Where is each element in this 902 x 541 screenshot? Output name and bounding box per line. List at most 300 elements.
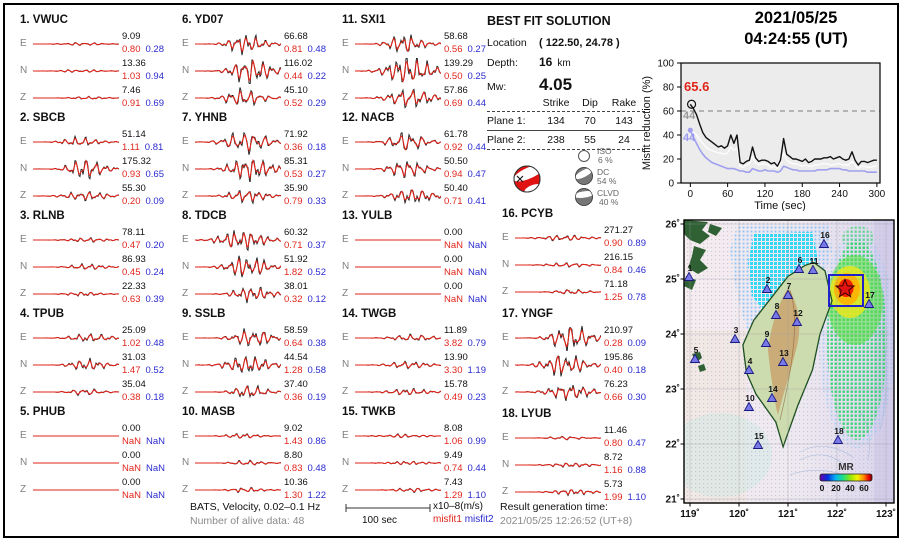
misfit1-value: 0.93 (122, 168, 141, 180)
misfit1-value: 1.82 (284, 266, 303, 278)
waveform-row-YHNB-E (182, 128, 342, 155)
misfit2-value: 0.81 (144, 141, 164, 153)
component-label: Z (502, 386, 509, 397)
waveform-row-PCYB-Z (502, 278, 662, 305)
waveform-row-RLNB-Z (20, 280, 180, 307)
station-title: 13. YULB (342, 210, 393, 222)
misfit2-value: 0.27 (467, 43, 486, 55)
misfit2-value: 0.47 (627, 437, 646, 449)
component-label: N (182, 261, 190, 272)
waveform-row-SXI1-E (342, 30, 502, 57)
waveform-trace (33, 129, 119, 155)
waveform-values (284, 130, 326, 153)
low-misfit-annotation: 44 (683, 132, 696, 144)
amplitude-value: 175.32 (122, 156, 152, 167)
amplitude-value: 35.04 (122, 379, 146, 390)
waveform-trace (33, 85, 119, 111)
event-date: 2021/05/25 (754, 9, 838, 27)
svg-text:120: 120 (756, 189, 774, 200)
misfit1-value: 0.47 (122, 239, 141, 251)
station-block-VWUC (20, 14, 180, 111)
alive-data-count: Number of alive data: 48 (190, 515, 305, 527)
station-title: 18. LYUB (502, 408, 552, 420)
waveform-row-TDCB-N (182, 253, 342, 280)
waveform-values (122, 326, 164, 349)
waveform-trace (33, 227, 119, 253)
svg-text:60: 60 (859, 483, 869, 493)
plane2-strike: 238 (547, 134, 565, 146)
waveform-values (444, 424, 486, 447)
waveform-trace (195, 254, 281, 280)
waveform-values (122, 228, 164, 251)
component-label: Z (182, 190, 189, 201)
misfit2-value: 0.65 (145, 168, 164, 180)
waveform-row-TWGB-Z (342, 378, 502, 405)
svg-text:240: 240 (831, 189, 848, 200)
dc-label: DC (597, 167, 610, 177)
amplitude-value: 9.09 (122, 31, 141, 42)
svg-text:121˚: 121˚ (777, 509, 799, 520)
component-label: Z (502, 286, 509, 297)
misfit2-value: 0.48 (307, 462, 326, 474)
amplitude-value: 0.00 (122, 477, 141, 488)
waveform-trace (355, 281, 441, 307)
component-label: E (20, 430, 27, 441)
svg-text:40: 40 (845, 483, 855, 493)
misfit2-value: 0.99 (467, 435, 486, 447)
solution-title: BEST FIT SOLUTION (487, 14, 611, 28)
waveform-row-MASB-Z (182, 476, 342, 503)
waveform-trace (515, 279, 601, 305)
misfit2-value: NaN (146, 462, 166, 474)
misfit2-value: 1.10 (467, 489, 486, 501)
waveform-values (122, 184, 164, 207)
waveform-values (122, 451, 165, 474)
waveform-trace (515, 452, 601, 478)
svg-text:20: 20 (662, 154, 674, 166)
station-block-NACB (342, 112, 502, 209)
component-label: N (182, 65, 190, 76)
waveform-row-TPUB-Z (20, 378, 180, 405)
station-number-18: 18 (834, 426, 844, 436)
iso-label: ISO (597, 146, 612, 156)
amplitude-value: 86.93 (122, 254, 146, 265)
component-label: N (342, 457, 350, 468)
waveform-trace (515, 252, 601, 278)
misfit2-value: 0.41 (467, 195, 486, 207)
amplitude-value: 8.08 (444, 423, 463, 434)
misfit1-value: 0.81 (284, 43, 303, 55)
component-label: E (342, 136, 349, 147)
waveform-trace (33, 379, 119, 405)
misfit1-value: 0.94 (444, 168, 463, 180)
waveform-trace (195, 156, 281, 182)
amplitude-value: 0.00 (444, 281, 463, 292)
amplitude-value: 66.68 (284, 31, 308, 42)
plane2-dip: 55 (584, 134, 596, 146)
station-title: 6. YD07 (182, 14, 224, 26)
station-title: 16. PCYB (502, 208, 554, 220)
misfit1-value: NaN (444, 293, 464, 305)
plane1-rake: 143 (615, 115, 633, 127)
station-number-7: 7 (786, 281, 792, 291)
misfit1-value: 0.71 (284, 239, 303, 251)
misfit1-value: 0.80 (604, 437, 623, 449)
station-number-11: 11 (809, 256, 819, 266)
scalebar-label: 100 sec (362, 515, 398, 526)
waveform-values (122, 255, 164, 278)
waveform-trace (355, 156, 441, 182)
amplitude-value: 271.27 (604, 225, 634, 236)
waveform-values (444, 353, 486, 376)
misfit1-value: 3.30 (444, 364, 463, 376)
svg-text:0: 0 (819, 483, 825, 493)
station-number-17: 17 (865, 290, 875, 300)
station-title: 15. TWKB (342, 406, 396, 418)
waveform-trace (515, 379, 601, 405)
waveform-trace (33, 31, 119, 57)
focal-mechanism-graphics (505, 140, 645, 218)
waveform-row-VWUC-N (20, 57, 180, 84)
waveform-trace (195, 227, 281, 253)
amplitude-value: 57.86 (444, 85, 468, 96)
svg-text:300: 300 (868, 189, 886, 200)
station-block-TPUB (20, 308, 180, 405)
misfit1-value: 3.82 (444, 337, 463, 349)
amplitude-value: 25.09 (122, 325, 146, 336)
svg-text:80: 80 (662, 82, 674, 94)
component-label: Z (342, 190, 349, 201)
svg-text:120˚: 120˚ (728, 509, 750, 520)
colorbar-title: MR (838, 462, 854, 473)
amplitude-value: 9.02 (284, 423, 303, 434)
station-title: 2. SBCB (20, 112, 66, 124)
amplitude-value: 51.92 (284, 254, 308, 265)
station-number-6: 6 (797, 255, 803, 265)
misfit2-value: 0.12 (307, 293, 326, 305)
beachball-icon (511, 161, 547, 196)
amplitude-value: 44.54 (284, 352, 308, 363)
waveform-values (444, 228, 487, 251)
misfit2-value: 0.28 (145, 43, 164, 55)
misfit2-value: 0.52 (307, 266, 326, 278)
misfit2-value: 0.79 (467, 337, 486, 349)
waveform-values (284, 184, 326, 207)
waveform-values (604, 326, 646, 349)
waveform-values (444, 184, 486, 207)
station-number-5: 5 (693, 345, 699, 355)
col-rake: Rake (611, 97, 637, 109)
misfit2-value: 0.69 (145, 97, 164, 109)
component-label: N (20, 163, 28, 174)
waveform-row-TDCB-E (182, 226, 342, 253)
misfit2-value: NaN (468, 266, 488, 278)
station-title: 4. TPUB (20, 308, 65, 320)
amplitude-value: 45.10 (284, 85, 308, 96)
station-number-13: 13 (779, 348, 789, 358)
misfit1-value: 0.91 (122, 97, 141, 109)
waveform-row-PCYB-N (502, 251, 662, 278)
component-label: E (182, 38, 189, 49)
waveform-values (604, 426, 646, 449)
misfit2-value: 0.58 (307, 364, 326, 376)
station-number-2: 2 (765, 275, 771, 285)
component-label: N (342, 359, 350, 370)
station-block-TWGB (342, 308, 502, 405)
svg-text:23˚: 23˚ (665, 384, 680, 396)
component-label: E (182, 234, 189, 245)
station-number-16: 16 (820, 230, 830, 240)
misfit1-value: 1.16 (604, 464, 623, 476)
misfit2-value: 0.52 (145, 364, 164, 376)
amplitude-value: 55.30 (122, 183, 146, 194)
waveform-row-YD07-N (182, 57, 342, 84)
station-block-YULB (342, 210, 502, 307)
misfit1-value: NaN (122, 462, 142, 474)
waveform-trace (33, 352, 119, 378)
misfit-reduction-chart (638, 53, 902, 211)
amplitude-value: 195.86 (604, 352, 634, 363)
waveform-values (284, 380, 326, 403)
waveform-values (444, 326, 486, 349)
amplitude-value: 51.14 (122, 129, 146, 140)
component-label: Z (342, 386, 349, 397)
waveform-row-SBCB-N (20, 155, 180, 182)
dc-pct: 54 % (597, 176, 617, 186)
waveform-values (284, 451, 326, 474)
svg-text:180: 180 (793, 189, 811, 200)
misfit1-value: 0.66 (604, 391, 623, 403)
misfit1-value: NaN (444, 239, 464, 251)
waveform-row-NACB-N (342, 155, 502, 182)
taiwan-map (650, 210, 902, 526)
waveform-values (122, 157, 164, 180)
component-label: E (502, 232, 509, 243)
misfit1-value: 0.36 (284, 141, 303, 153)
component-label: N (20, 457, 28, 468)
station-block-YD07 (182, 14, 342, 111)
misfit1-value: 0.52 (284, 97, 303, 109)
svg-text:0: 0 (668, 178, 674, 190)
svg-text:100: 100 (657, 58, 674, 70)
plane1-strike: 134 (547, 115, 565, 127)
component-label: E (342, 234, 349, 245)
waveform-trace (195, 183, 281, 209)
waveform-values (284, 478, 326, 501)
svg-text:21˚: 21˚ (665, 494, 680, 506)
misfit2-value: 0.48 (145, 337, 164, 349)
waveform-trace (195, 477, 281, 503)
component-label: N (342, 163, 350, 174)
waveform-values (284, 255, 326, 278)
station-block-LYUB (502, 408, 662, 505)
waveform-values (122, 282, 164, 305)
component-label: E (20, 38, 27, 49)
station-block-MASB (182, 406, 342, 503)
misfit2-value: 0.09 (145, 195, 164, 207)
waveform-row-LYUB-E (502, 424, 662, 451)
amplitude-value: 0.00 (444, 227, 463, 238)
component-label: N (182, 457, 190, 468)
amplitude-value: 85.31 (284, 156, 308, 167)
amplitude-value: 8.80 (284, 450, 303, 461)
component-label: N (342, 65, 350, 76)
misfit1-value: 0.49 (444, 391, 463, 403)
misfit1-value: 0.83 (284, 462, 303, 474)
waveform-trace (195, 450, 281, 476)
plane1-label: Plane 1: (487, 115, 526, 127)
waveform-values (122, 32, 164, 55)
waveform-values (122, 86, 164, 109)
waveform-row-YD07-Z (182, 84, 342, 111)
station-number-1: 1 (687, 263, 693, 273)
station-title: 9. SSLB (182, 308, 226, 320)
station-block-SXI1 (342, 14, 502, 111)
waveform-row-TWKB-E (342, 422, 502, 449)
component-label: Z (502, 486, 509, 497)
amplitude-value: 78.11 (122, 227, 146, 238)
misfit2-value: 0.25 (467, 70, 486, 82)
amplitude-value: 31.03 (122, 352, 146, 363)
waveform-row-YULB-E (342, 226, 502, 253)
waveform-row-RLNB-E (20, 226, 180, 253)
result-time-value: 2021/05/25 12:26:52 (UT+8) (500, 515, 633, 527)
station-number-9: 9 (764, 329, 770, 339)
waveform-trace (515, 325, 601, 351)
waveform-values (604, 226, 646, 249)
misfit1-value: 0.80 (122, 43, 141, 55)
svg-text:25˚: 25˚ (665, 274, 680, 286)
waveform-values (444, 157, 486, 180)
component-label: N (182, 359, 190, 370)
misfit2-value: 0.19 (307, 391, 326, 403)
station-title: 8. TDCB (182, 210, 227, 222)
misfit2-value: 0.39 (145, 293, 164, 305)
misfit1-value: 0.32 (284, 293, 303, 305)
misfit2-value: 0.46 (627, 264, 646, 276)
station-block-SSLB (182, 308, 342, 405)
waveform-values (284, 326, 326, 349)
waveform-row-TWGB-E (342, 324, 502, 351)
misfit1-value: 0.63 (122, 293, 141, 305)
misfit2-value: 0.33 (307, 195, 326, 207)
waveform-values (444, 478, 486, 501)
waveform-values (444, 451, 486, 474)
waveform-values (604, 453, 646, 476)
amplitude-value: 37.40 (284, 379, 308, 390)
waveform-trace (33, 58, 119, 84)
component-label: Z (342, 484, 349, 495)
amplitude-value: 13.36 (122, 58, 146, 69)
waveform-values (122, 380, 164, 403)
station-block-SBCB (20, 112, 180, 209)
misfit1-value: 0.53 (284, 168, 303, 180)
station-block-YHNB (182, 112, 342, 209)
amplitude-value: 7.46 (122, 85, 141, 96)
component-label: N (20, 359, 28, 370)
misfit2-value: 0.86 (307, 435, 326, 447)
waveform-values (122, 59, 164, 82)
clvd-ball-icon (573, 189, 595, 206)
station-title: 17. YNGF (502, 308, 553, 320)
waveform-values (284, 59, 326, 82)
waveform-row-TWKB-Z (342, 476, 502, 503)
misfit1-value: 1.11 (122, 141, 140, 153)
waveform-values (604, 380, 646, 403)
station-block-TWKB (342, 406, 502, 503)
waveform-values (284, 353, 326, 376)
waveform-trace (355, 227, 441, 253)
filter-info: BATS, Velocity, 0.02–0.1 Hz (190, 501, 321, 513)
waveform-trace (33, 423, 119, 449)
misfit1-value: 1.28 (284, 364, 303, 376)
waveform-trace (195, 31, 281, 57)
misfit2-value: 0.44 (467, 141, 486, 153)
waveform-row-YNGF-Z (502, 378, 662, 405)
result-time-label: Result generation time: (500, 501, 608, 513)
waveform-trace (355, 379, 441, 405)
misfit2-value: 0.78 (627, 291, 646, 303)
amplitude-value: 0.00 (122, 423, 141, 434)
waveform-values (122, 353, 164, 376)
waveform-row-YHNB-Z (182, 182, 342, 209)
amplitude-value: 58.59 (284, 325, 308, 336)
waveform-values (284, 282, 326, 305)
waveform-row-TPUB-N (20, 351, 180, 378)
waveform-trace (33, 254, 119, 280)
misfit2-value: NaN (146, 489, 166, 501)
waveform-row-MASB-E (182, 422, 342, 449)
waveform-trace (33, 183, 119, 209)
waveform-values (284, 86, 326, 109)
misfit1-value: 1.47 (122, 364, 141, 376)
waveform-trace (515, 225, 601, 251)
misfit2-value: 1.19 (467, 364, 486, 376)
component-label: N (20, 261, 28, 272)
misfit1-value: NaN (122, 435, 142, 447)
amplitude-value: 0.00 (122, 450, 141, 461)
mid-misfit-annotation: 44 (683, 110, 696, 122)
waveform-values (444, 282, 487, 305)
misfit1-value: 0.84 (604, 264, 623, 276)
component-label: E (20, 136, 27, 147)
misfit1-value: 0.20 (122, 195, 141, 207)
misfit2-value: 0.22 (307, 70, 326, 82)
station-title: 12. NACB (342, 112, 395, 124)
svg-text:60: 60 (662, 106, 674, 118)
component-label: E (182, 332, 189, 343)
station-number-12: 12 (793, 308, 803, 318)
svg-text:22˚: 22˚ (665, 439, 680, 451)
waveform-row-TWKB-N (342, 449, 502, 476)
waveform-trace (355, 58, 441, 84)
waveform-values (604, 480, 646, 503)
waveform-trace (195, 325, 281, 351)
component-label: Z (182, 288, 189, 299)
waveform-trace (515, 352, 601, 378)
component-label: Z (342, 288, 349, 299)
waveform-trace (33, 281, 119, 307)
waveform-trace (195, 129, 281, 155)
misfit1-value: 1.25 (604, 291, 623, 303)
component-label: Z (182, 386, 189, 397)
amplitude-value: 116.02 (284, 58, 313, 69)
waveform-row-TDCB-Z (182, 280, 342, 307)
component-label: N (502, 459, 510, 470)
waveform-row-YULB-N (342, 253, 502, 280)
amplitude-value: 8.72 (604, 452, 623, 463)
best-fit-solution-panel (487, 14, 645, 152)
